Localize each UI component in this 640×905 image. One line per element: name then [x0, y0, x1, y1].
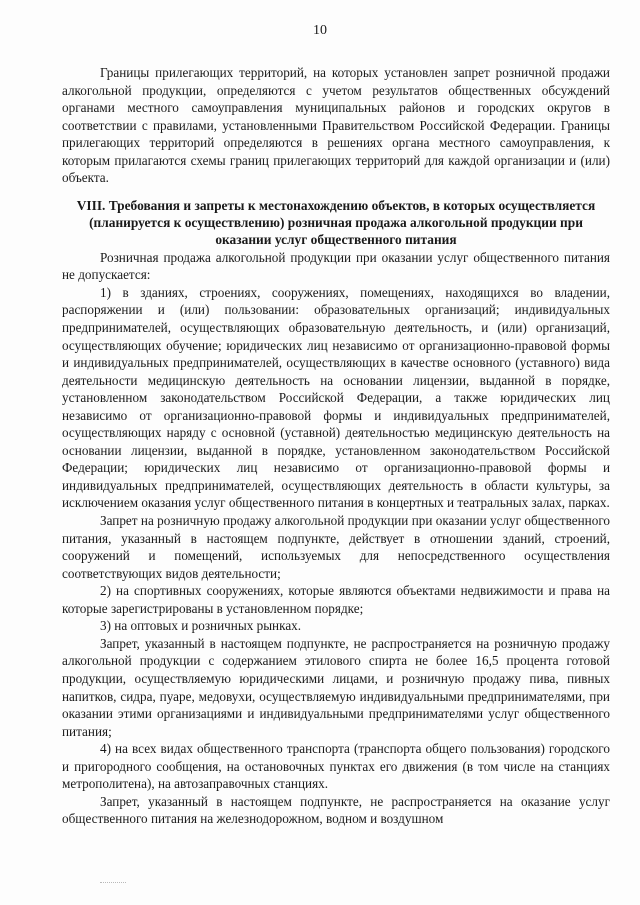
paragraph-intro: Розничная продажа алкогольной продукции при оказании услуг общественного питания не допускается: — [62, 249, 610, 283]
paragraph-item-4-note: Запрет, указанный в настоящем подпункте, не распространяется на оказание услуг общественного питания на железнодорожном, водном и воздушном — [62, 793, 610, 827]
paragraph-item-4: 4) на всех видах общественного транспорта (транспорта общего пользования) городского и пригородного сообщения, на остановочных пунктах его движения (в том числе на станциях метрополитена), на автозаправочных станциях. — [62, 741, 610, 792]
section-heading: VIII. Требования и запреты к местонахождению объектов, в которых осуществляется (планируется к осуществлению) розничная продажа алкогольной продукции при оказании услуг общественного питания — [76, 197, 596, 247]
paragraph-territory-boundaries: Границы прилегающих территорий, на которых установлен запрет розничной продажи алкогольной продукции, определяются с учетом результатов общественных обсуждений органами местного самоуправления муниципальных районов и городских округов в соответствии с правилами, установленными Правительством Российской Федерации. Границы прилегающих территорий определяются в решениях органа местного самоуправления, к которым прилагаются схемы границ прилегающих территорий для каждой организации и (или) объекта. — [62, 65, 610, 186]
document-body — [62, 64, 610, 828]
paragraph-item-1-note: Запрет на розничную продажу алкогольной продукции при оказании услуг общественного питания, указанный в настоящем подпункте, действует в отношении зданий, строений, сооружений и помещений, используемых для непосредственного осуществления соответствующих видов деятельности; — [62, 513, 610, 581]
paragraph-item-2: 2) на спортивных сооружениях, которые являются объектами недвижимости и права на которые зарегистрированы в установленном порядке; — [62, 583, 610, 616]
page-number: 10 — [313, 23, 327, 38]
paragraph-item-3-note: Запрет, указанный в настоящем подпункте, не распространяется на розничную продажу алкогольной продукции с содержанием этилового спирта не более 16,5 процента готовой продукции, осуществляемую юридическими лицами, и розничную продажу пива, пивных напитков, сидра, пуаре, медовухи, осуществляемую индивидуальными предпринимателями, при оказании этими организациями и индивидуальными предпринимателями услуг общественного питания; — [62, 635, 610, 739]
paragraph-item-3: 3) на оптовых и розничных рынках. — [100, 618, 302, 634]
paragraph-item-1: 1) в зданиях, строениях, сооружениях, помещениях, находящихся во владении, распоряжении и (или) пользовании: образовательных организаций; индивидуальных предпринимателей, осуществляющих образовательную деятельность, и (или) организаций, осуществляющих обучение; юридических лиц независимо от организационно-правовой формы и индивидуальных предпринимателей, осуществляющих в качестве основного (уставного) вида деятельности медицинскую деятельность на основании лицензии, выданной в порядке, установленном законодательством Российской Федерации, а также юридических лиц независимо от организационно-правовой формы и индивидуальных предпринимателей, осуществляющих наряду с основной (уставной) деятельностью медицинскую деятельность на основании лицензии, выданной в порядке, установленном законодательством Российской Федерации; юридических лиц независимо от организационно-правовой формы и индивидуальных предпринимателей, осуществляющих деятельность в области культуры, за исключением оказания услуг общественного питания в концертных и театральных залах, парках. — [62, 284, 610, 511]
scan-speck — [100, 882, 126, 884]
